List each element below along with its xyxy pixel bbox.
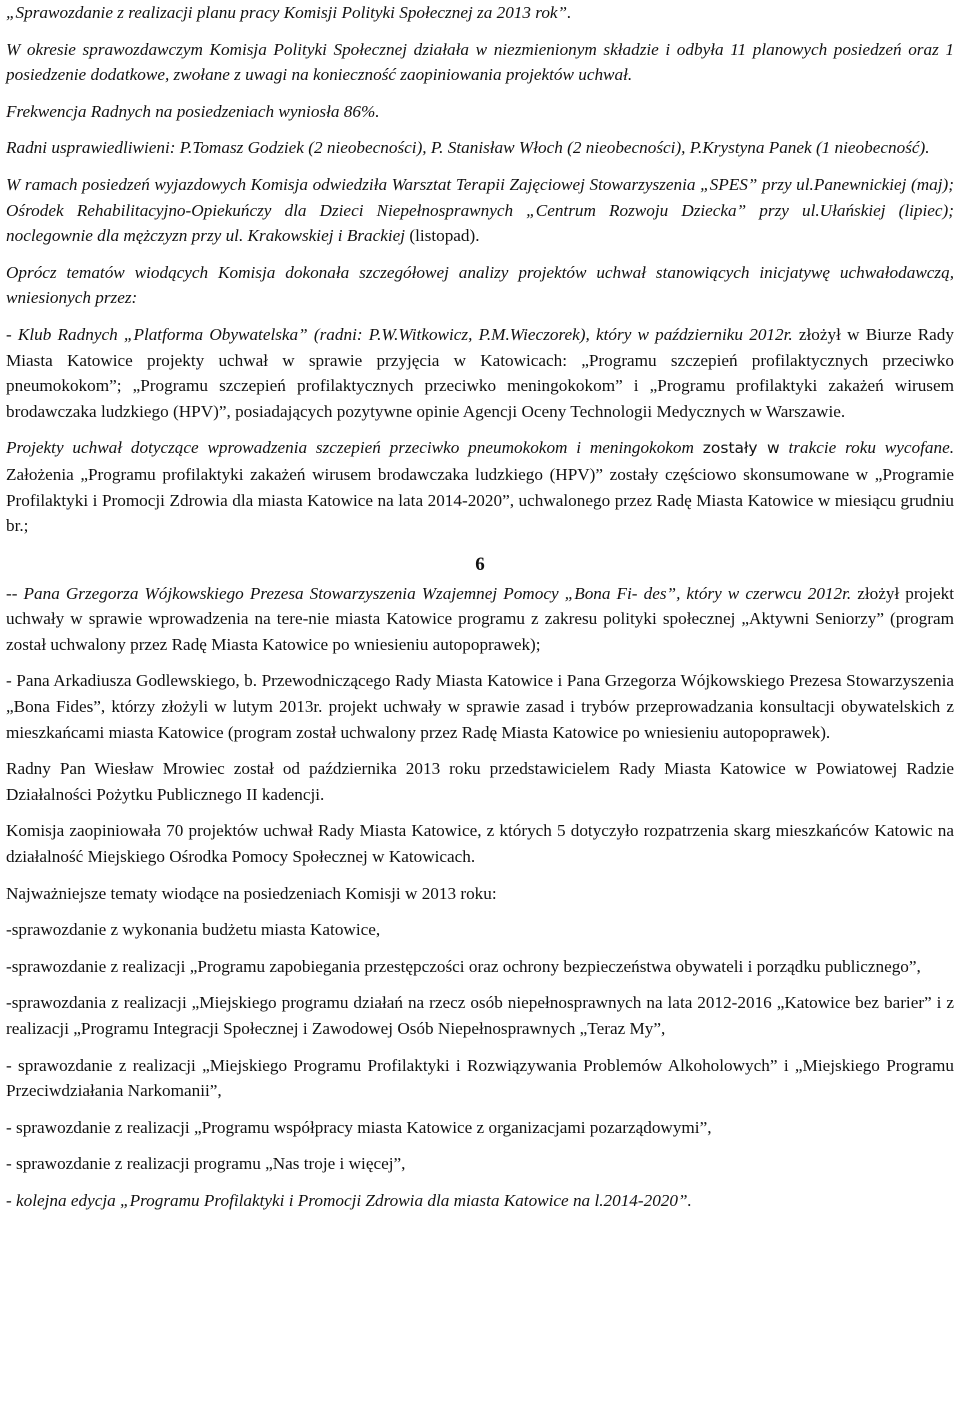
field-visits-part-1: W ramach posiedzeń wyjazdowych Komisja odwiedziła Warsztat Terapii Zajęciowej Stowarzyszenia „SPES” przy ul. [6,174,814,194]
vaccination-part-4: Założenia „Programu profilaktyki zakażeń wirusem brodawczaka ludzkiego (HPV)” zostały częściowo skonsumowane w „Programie Profilaktyki i Promocji Zdrowia dla miasta Katowice na lata 2014-2020”, uchwalonego przez Radę Miasta Katowice w miesiącu grudniu br.; [6,464,954,536]
paragraph-meetings: W okresie sprawozdawczym Komisja Polityki Społecznej działała w niezmienionym składzie i odbyła 11 planowych posiedzeń oraz 1 posiedzenie dodatkowe, zwołane z uwagi na konieczność zaopiniowania projektów uchwał. [6,39,954,85]
topic-item: -sprawozdanie z realizacji „Programu zapobiegania przestępczości oraz ochrony bezpieczeństwa obywateli i porządku publicznego”, [6,956,921,976]
wojkowski-part-2: złożył projekt uchwały w sprawie wprowadzenia na tere-nie miasta Katowice programu z zakresu polityki społecznej „Aktywni Seniorzy” (program został uchwalony przez Radę Miasta Katowice po wniesieniu autopoprawek); [6,583,954,654]
field-visits-part-2: Panewnickiej (maj); Ośrodek Rehabilitacyjno-Opiekuńczy dla Dzieci Niepełnosprawnych „Centrum Rozwoju Dziecka” przy ul. [6,174,954,220]
page-number: 6 [475,553,485,575]
topic-item: - kolejna edycja „Programu Profilaktyki i Promocji Zdrowia dla miasta Katowice na l.2014-2020”. [6,1190,692,1210]
paragraph-field-visits [6,172,954,249]
vaccination-part-1: Projekty uchwał dotyczące wprowadzenia szczepień przeciwko pneumokokom i meningokokom [6,438,703,458]
field-visits-part-4: (listopad). [409,226,480,246]
godlewski-part-1: - Pana Arkadiusza Godlewskiego, b. Przewodniczącego Rady Miasta Katowice i Pana Grzegorza Wójkowskiego Prezesa Stowarzyszenia „Bona Fides”, którzy złożyli w lutym 2013r. [6,671,954,717]
po-club-part-2: złożył w Biurze Rady Miasta Katowice projekty uchwał w sprawie przyjęcia w Katowicach: „Programu szczepień profilaktycznych przeciwko pneumokokom”; „Programu szczepień profilaktycznych przeciwko meningokokom” i „Programu profilaktyki zakażeń wirusem brodawczaka ludzkiego (HPV)”, posiadających pozytywne opinie Agencji Oceny Technologii Medycznych w Warszawie. [6,324,954,421]
paragraph-topics-intro: Najważniejsze tematy wiodące na posiedzeniach Komisji w 2013 roku: [6,883,497,903]
godlewski-part-2: projekt uchwały w sprawie zasad i trybów przeprowadzania konsultacji obywatelskich z mieszkańcami miasta Katowice (program został uchwalony przez Radę Miasta Katowice po wniesieniu autopoprawek). [6,697,954,742]
paragraph-excused: Radni usprawiedliwieni: P.Tomasz Godziek (2 nieobecności), P. Stanisław Włoch (2 nieobecności), P.Krystyna Panek (1 nieobecność). [6,138,930,158]
topic-item: - sprawozdanie z realizacji programu „Nas troje i więcej”, [6,1154,406,1174]
wojkowski-part-1: -- Pana Grzegorza Wójkowskiego Prezesa Stowarzyszenia Wzajemnej Pomocy „Bona Fi- des”, który w czerwcu 2012r. [6,583,858,603]
topic-item: - sprawozdanie z realizacji „Programu współpracy miasta Katowice z organizacjami pozarządowymi”, [6,1117,712,1137]
report-heading: „Sprawozdanie z realizacji planu pracy Komisji Polityki Społecznej za 2013 rok”. [6,3,572,22]
paragraph-mrowiec: Radny Pan Wiesław Mrowiec został od października 2013 roku przedstawicielem Rady Miasta Katowice w Powiatowej Radzie Działalności Pożytku Publicznego II kadencji. [6,759,954,804]
paragraph-wojkowski [6,581,954,658]
paragraph-analysis: Oprócz tematów wiodących Komisja dokonała szczegółowej analizy projektów uchwał stanowiących inicjatywę uchwałodawczą, wniesionych przez: [6,262,954,308]
vaccination-part-2: zostały w [702,439,780,458]
field-visits-part-3: Ułańskiej (lipiec); noclegownie dla mężczyzn przy ul. Krakowskiej i Brackiej [6,200,954,246]
paragraph-po-club [6,322,954,424]
paragraph-godlewski [6,668,954,745]
topic-item: -sprawozdanie z wykonania budżetu miasta Katowice, [6,920,381,940]
topic-item: - sprawozdanie z realizacji „Miejskiego Programu Profilaktyki i Rozwiązywania Problemów Alkoholowych” i „Miejskiego Programu Przeciwdziałania Narkomanii”, [6,1055,954,1101]
paragraph-opinions: Komisja zaopiniowała 70 projektów uchwał Rady Miasta Katowice, z których 5 dotyczyło rozpatrzenia skarg mieszkańców Katowic na działalność Miejskiego Ośrodka Pomocy Społecznej w Katowicach. [6,821,954,867]
paragraph-vaccination [6,435,954,538]
po-club-part-1: - Klub Radnych „Platforma Obywatelska” (radni: P.W.Witkowicz, P.M.Wieczorek), który w październiku 2012r. [6,324,799,344]
vaccination-part-3: trakcie roku wycofane. [779,438,954,458]
topic-item: -sprawozdania z realizacji „Miejskiego programu działań na rzecz osób niepełnosprawnych na lata 2012-2016 „Katowice bez barier” i z realizacji „Programu Integracji Społecznej i Zawodowej Osób Niepełnosprawnych „Teraz My”, [6,993,954,1038]
paragraph-attendance: Frekwencja Radnych na posiedzeniach wyniosła 86%. [6,101,380,121]
